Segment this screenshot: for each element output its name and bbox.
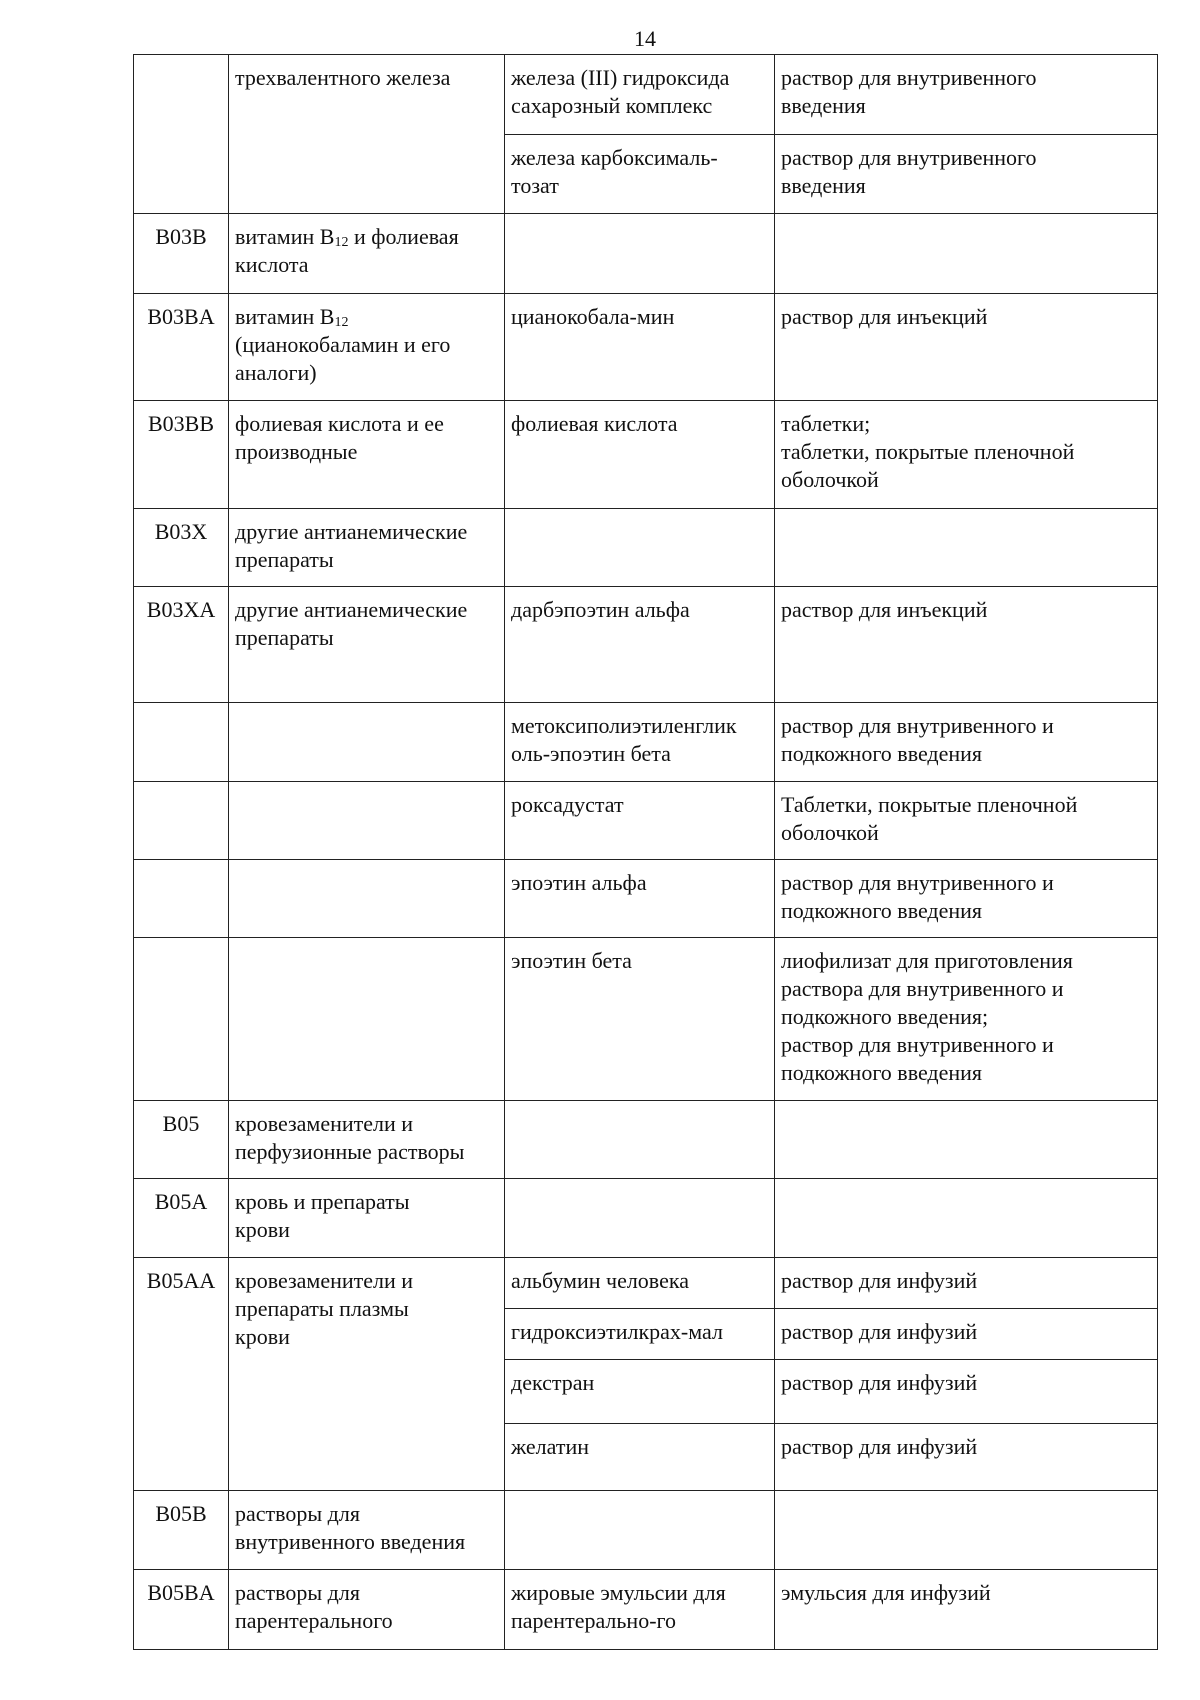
page-number: 14 (634, 26, 656, 51)
dosage-form-cell (775, 1179, 1158, 1258)
group-name-cell (229, 938, 505, 1101)
drug-name-cell (505, 1179, 775, 1258)
dosage-form-cell: раствор для инъекций (775, 294, 1158, 401)
drug-name-cell: железа (III) гидроксида сахарозный комплекс (505, 55, 775, 135)
table-row (134, 782, 1158, 860)
table-row (134, 509, 1158, 587)
dosage-form-cell: раствор для внутривенного введения (775, 55, 1158, 135)
atc-code-cell: B05BA (134, 1570, 229, 1650)
dosage-form-cell (775, 1101, 1158, 1179)
group-name-cell: витамин $B_{12}$ (цианокобаламин и его аналоги) (229, 294, 505, 401)
drug-name-cell: альбумин человека (505, 1258, 775, 1309)
group-name-cell: растворы для внутривенного введения (229, 1491, 505, 1570)
atc-code-cell: B05AA (134, 1258, 229, 1491)
dosage-form-cell: раствор для инъекций (775, 587, 1158, 703)
group-name-cell: витамин $B_{12}$ и фолиевая кислота (229, 214, 505, 294)
table-row (134, 703, 1158, 782)
atc-code-cell: B05 (134, 1101, 229, 1179)
group-name-cell: кровезаменители и перфузионные растворы (229, 1101, 505, 1179)
group-name-cell (229, 782, 505, 860)
atc-code-cell: B03BA (134, 294, 229, 401)
atc-code-cell (134, 703, 229, 782)
table-row (134, 860, 1158, 938)
drug-name-cell: цианокобала-мин (505, 294, 775, 401)
table-row (134, 587, 1158, 703)
drug-name-cell: фолиевая кислота (505, 401, 775, 509)
table-row (134, 55, 1158, 135)
dosage-form-cell (775, 509, 1158, 587)
dosage-form-cell: раствор для инфузий (775, 1360, 1158, 1424)
atc-code-cell: B05A (134, 1179, 229, 1258)
atc-code-cell (134, 860, 229, 938)
drug-name-cell (505, 1101, 775, 1179)
table-row (134, 1570, 1158, 1650)
dosage-form-cell: Таблетки, покрытые пленочной оболочкой (775, 782, 1158, 860)
dosage-form-cell: раствор для внутривенного и подкожного введения (775, 860, 1158, 938)
drug-name-cell: железа карбоксималь- тозат (505, 135, 775, 214)
dosage-form-cell: раствор для внутривенного и подкожного введения (775, 703, 1158, 782)
atc-code-cell (134, 55, 229, 214)
group-name-cell: другие антианемические препараты (229, 509, 505, 587)
dosage-form-cell: таблетки; таблетки, покрытые пленочной оболочкой (775, 401, 1158, 509)
dosage-form-cell: лиофилизат для приготовления раствора для внутривенного и подкожного введения; раствор для внутривенного и подкожного введения (775, 938, 1158, 1101)
dosage-form-cell (775, 214, 1158, 294)
drug-name-cell: эпоэтин альфа (505, 860, 775, 938)
drug-name-cell (505, 509, 775, 587)
dosage-form-cell: раствор для инфузий (775, 1309, 1158, 1360)
drug-list-table (133, 54, 1158, 1650)
atc-code-cell: B05B (134, 1491, 229, 1570)
table-row (134, 1491, 1158, 1570)
group-name-cell: другие антианемические препараты (229, 587, 505, 703)
group-name-cell: растворы для парентерального (229, 1570, 505, 1650)
drug-name-cell: гидроксиэтилкрах-мал (505, 1309, 775, 1360)
drug-name-cell (505, 214, 775, 294)
drug-name-cell: эпоэтин бета (505, 938, 775, 1101)
atc-code-cell: B03XA (134, 587, 229, 703)
dosage-form-cell (775, 1491, 1158, 1570)
drug-name-cell: дарбэпоэтин альфа (505, 587, 775, 703)
table-row (134, 1101, 1158, 1179)
table-row (134, 294, 1158, 401)
atc-code-cell (134, 938, 229, 1101)
dosage-form-cell: раствор для инфузий (775, 1424, 1158, 1491)
atc-code-cell: B03X (134, 509, 229, 587)
drug-name-cell: желатин (505, 1424, 775, 1491)
group-name-cell: кровь и препараты крови (229, 1179, 505, 1258)
dosage-form-cell: раствор для внутривенного введения (775, 135, 1158, 214)
dosage-form-cell: раствор для инфузий (775, 1258, 1158, 1309)
drug-name-cell: роксадустат (505, 782, 775, 860)
group-name-cell: кровезаменители и препараты плазмы крови (229, 1258, 505, 1491)
table-row (134, 214, 1158, 294)
atc-code-cell (134, 782, 229, 860)
atc-code-cell: B03BB (134, 401, 229, 509)
drug-name-cell: декстран (505, 1360, 775, 1424)
drug-name-cell: метоксиполиэтиленглик оль-эпоэтин бета (505, 703, 775, 782)
table-row (134, 1179, 1158, 1258)
atc-code-cell: B03B (134, 214, 229, 294)
drug-name-cell: жировые эмульсии для парентерально-го (505, 1570, 775, 1650)
group-name-cell (229, 703, 505, 782)
group-name-cell: трехвалентного железа (229, 55, 505, 214)
table-row (134, 938, 1158, 1101)
table-row (134, 401, 1158, 509)
group-name-cell: фолиевая кислота и ее производные (229, 401, 505, 509)
group-name-cell (229, 860, 505, 938)
dosage-form-cell: эмульсия для инфузий (775, 1570, 1158, 1650)
drug-name-cell (505, 1491, 775, 1570)
table-row (134, 1258, 1158, 1309)
